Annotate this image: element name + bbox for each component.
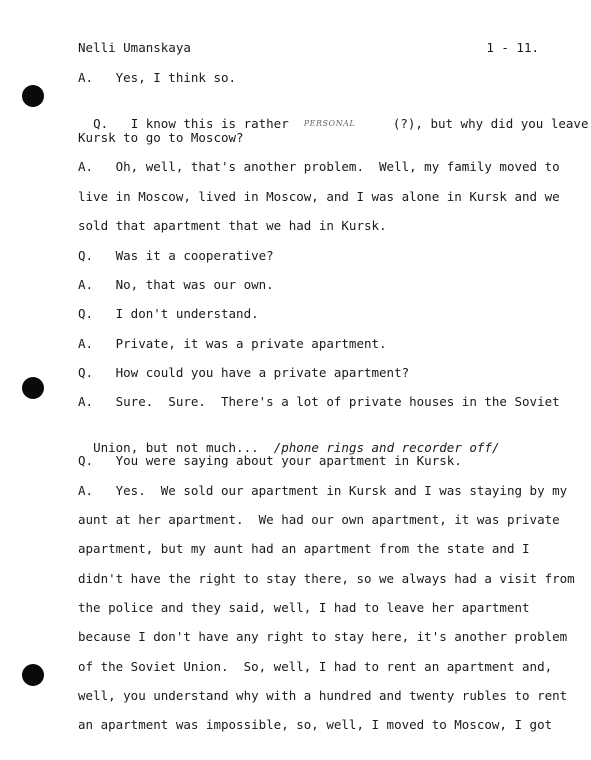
handwritten-annotation: PERSONAL <box>303 119 356 128</box>
punch-hole-middle <box>22 377 44 399</box>
transcript-line: live in Moscow, lived in Moscow, and I was alone in Kursk and we <box>78 189 560 204</box>
transcript-line: A. Oh, well, that's another problem. Well, my family moved to <box>78 159 560 174</box>
transcript-line: of the Soviet Union. So, well, I had to rent an apartment and, <box>78 659 553 674</box>
transcript-line: Kursk to go to Moscow? <box>78 130 244 145</box>
transcript-line: A. Yes, I think so. <box>78 70 237 85</box>
transcript-line: Q. I don't understand. <box>78 306 259 321</box>
transcript-line: well, you understand why with a hundred and twenty rubles to rent <box>78 688 568 703</box>
transcript-line: because I don't have any right to stay here, it's another problem <box>78 629 568 644</box>
editorial-note: /phone rings and recorder off/ <box>273 440 500 455</box>
transcript-line: A. No, that was our own. <box>78 277 274 292</box>
interviewee-name: Nelli Umanskaya <box>78 40 191 55</box>
transcript-line: Q. How could you have a private apartment? <box>78 365 410 380</box>
page-number: 1 - 11. <box>486 40 539 55</box>
punch-hole-bottom <box>22 664 44 686</box>
transcript-line <box>78 424 499 456</box>
transcript-text: (?), but why did you leave <box>392 116 589 131</box>
transcript-text: Q. I know this is rather <box>93 116 289 131</box>
transcript-line: didn't have the right to stay there, so we always had a visit from <box>78 571 575 586</box>
transcript-line: aunt at her apartment. We had our own apartment, it was private <box>78 512 560 527</box>
transcript-line: A. Private, it was a private apartment. <box>78 336 387 351</box>
transcript-line: A. Sure. Sure. There's a lot of private houses in the Soviet <box>78 394 560 409</box>
transcript-line: Q. You were saying about your apartment in Kursk. <box>78 453 462 468</box>
punch-hole-top <box>22 85 44 107</box>
transcript-line: an apartment was impossible, so, well, I moved to Moscow, I got <box>78 717 553 732</box>
page-header <box>78 40 539 58</box>
transcript-line: Q. Was it a cooperative? <box>78 248 274 263</box>
transcript-line: apartment, but my aunt had an apartment from the state and I <box>78 541 530 556</box>
transcript-line: the police and they said, well, I had to leave her apartment <box>78 600 530 615</box>
transcript-line <box>78 100 588 132</box>
transcript-text: Union, but not much... <box>93 440 259 455</box>
transcript-line: A. Yes. We sold our apartment in Kursk and I was staying by my <box>78 483 568 498</box>
transcript-line: sold that apartment that we had in Kursk. <box>78 218 387 233</box>
